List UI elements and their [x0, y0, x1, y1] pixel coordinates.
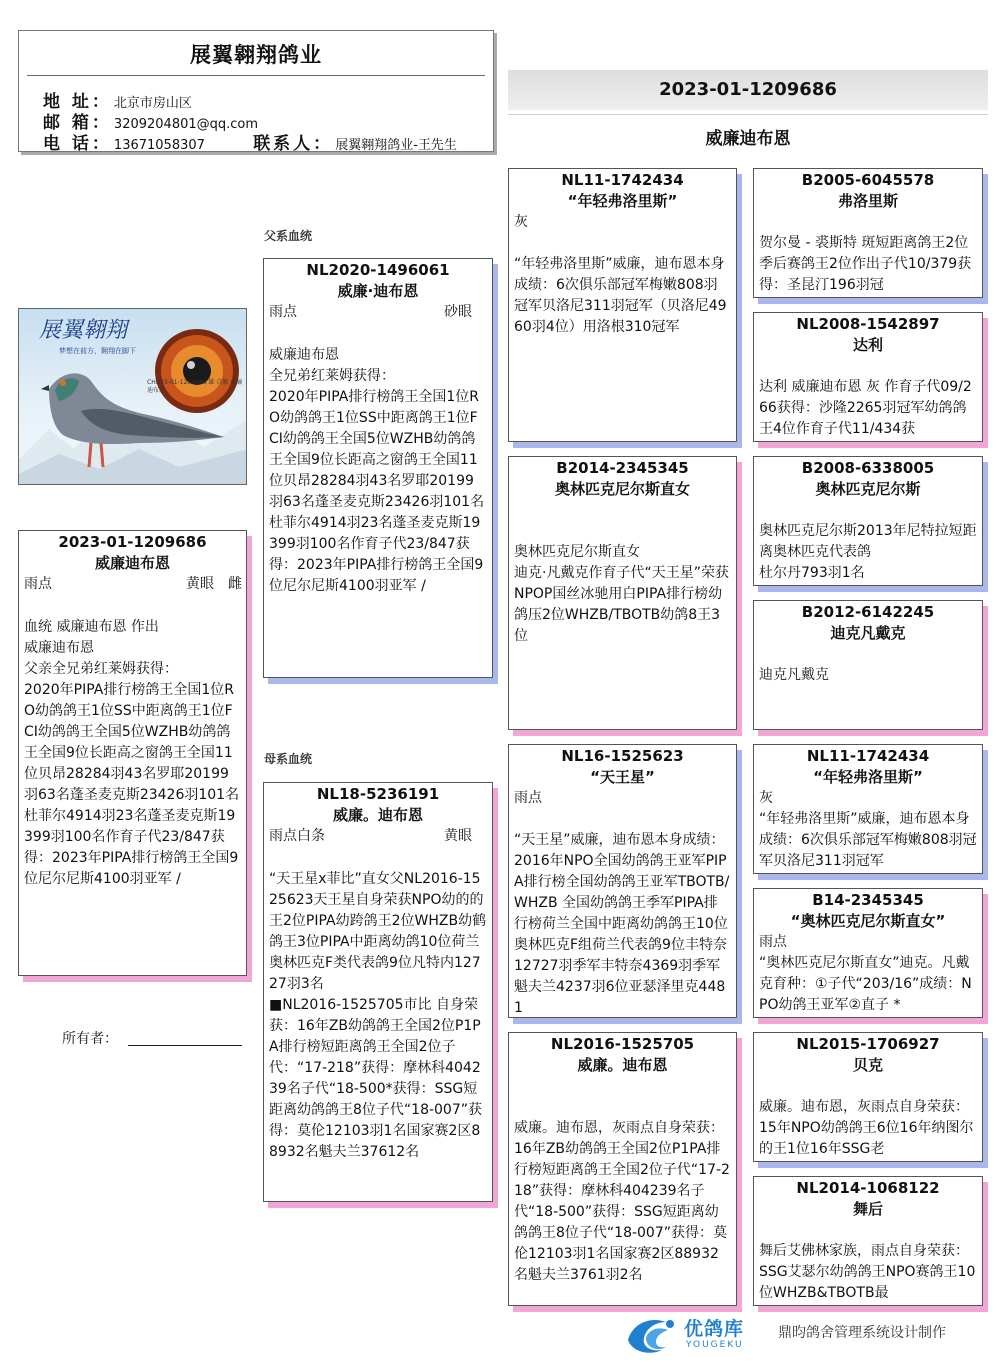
sdd-ring: B2012-6142245: [801, 603, 935, 621]
ssd-name: 达利: [852, 336, 883, 354]
dam-color: 雨点白条: [269, 828, 325, 844]
subject-ring: 2023-01-1209686: [58, 533, 207, 551]
footer-credit: 鼎昀鸽舍管理系统设计制作: [778, 1325, 946, 1341]
email-value: 3209204801@qq.com: [113, 117, 259, 132]
dds-name: 贝克: [852, 1056, 883, 1074]
subject-color: 雨点: [24, 576, 52, 592]
dss-ring: NL11-1742434: [806, 747, 930, 765]
sds-ring: B2008-6338005: [801, 459, 935, 477]
dds-color: [754, 1076, 982, 1097]
dam-dam-description: 威廉。迪布恩，灰雨点自身荣获：16年ZB幼鸽鸽王全国2位P1PA排行榜短距离鸽王全国2位子代“17-218”获得：摩林科404239名子代“18-500”获得：SSG短距离幼鸽鸽王8位子代“18-007”获得：莫伦12103羽1名国家赛2区88932名魁夫兰3761羽2名: [514, 1120, 730, 1283]
dam-sire-description: “天王星”威廉，迪布恩本身成绩：2016年NPO全国幼鸽鸽王亚军PIPA排行榜全国幼鸽鸽王亚军TBOTB/WHZB 全国幼鸽鸽王季军PIPA排行榜荷兰全国中距离幼鸽鸽王10位奥林匹克F组荷兰代表鸽9位丰特奈 12727羽季军丰特奈4369羽季军魁夫兰4237羽6位亚瑟泽里克4481: [514, 832, 730, 1016]
dsd-description: “奥林匹克尼尔斯直女”迪克。凡戴克育种：①子代“203/16”成绩：NPO幼鸽王亚军②直子 *: [759, 955, 972, 1013]
pigeon-photo: [18, 308, 247, 485]
sdd-description: 迪克凡戴克: [759, 667, 829, 683]
sds-card: [753, 456, 983, 586]
subject-description: 血统 威廉迪布恩 作出 威廉迪布恩 父亲全兄弟红莱姆获得： 2020年PIPA排行榜鸽王全国1位RO幼鸽鸽王1位SS中距离鸽王1位FCI幼鸽鸽王全国5位WZHB幼鸽鸽王全国9位长距高之窗鸽王全国11位贝昂28284羽43名罗耶20199羽63名蓬圣麦克斯23426羽101名杜菲尔4914羽23名蓬圣麦克斯19399羽100名作育子代23/847获得：2023年PIPA排行榜鸽王全国9位尼尔尼斯4100羽亚军 /: [24, 619, 240, 887]
yougeku-logo-icon: [622, 1310, 682, 1356]
dam-eye: 黄眼: [444, 828, 472, 844]
sire-sire-name: “年轻弗洛里斯”: [567, 192, 678, 210]
ssd-color: [754, 356, 982, 377]
sdd-card: [753, 600, 983, 730]
dam-dam-ring: NL2016-1525705: [550, 1035, 695, 1053]
sire-color: 雨点: [269, 304, 297, 320]
dam-description: “天王星x菲比”直女父NL2016-1525623天王星自身荣获NPO幼的的王2位PIPA幼跨鸽王2位WHZB幼鹤鸽王3位PIPA中距离幼鸽10位荷兰奥林匹克F类代表鸽9位凡特内12727羽3名 ■NL2016-1525705市比 自身荣获：16年ZB幼鸽鸽王全国2位P1PA排行榜短距离鸽王全国2位子代：“17-218”获得：摩林科404239名子代“18-500*获得：SSG短距离幼鸽鸽王8位子代“18-007”获得：莫伦12103羽1名国家赛2区88932名魁夫兰37612名: [269, 871, 487, 1160]
ssd-ring: NL2008-1542897: [796, 315, 940, 333]
dam-card: [263, 782, 493, 1202]
owner-signature-line: [128, 1045, 242, 1046]
dam-dam-color: [509, 1076, 736, 1097]
breeder-title: 展翼翱翔鸽业: [190, 43, 322, 67]
address-value: 北京市房山区: [113, 96, 192, 111]
sire-traits: [264, 302, 492, 324]
dds-card: [753, 1032, 983, 1162]
owner-label: 所有者：: [62, 1031, 118, 1047]
dam-dam-card: [508, 1032, 737, 1306]
svg-text:梦想在前方，翱翔在脚下: 梦想在前方，翱翔在脚下: [59, 347, 136, 355]
sire-dam-name: 奥林匹克尼尔斯直女: [554, 480, 690, 498]
ddd-name: 舞后: [852, 1200, 883, 1218]
phone-label: 电 话：: [43, 134, 112, 154]
dam-sire-card: [508, 744, 737, 1018]
dss-name: “年轻弗洛里斯”: [813, 768, 923, 786]
ddd-card: [753, 1176, 983, 1306]
sss-card: [753, 168, 983, 298]
sire-sire-card: [508, 168, 737, 442]
subject-name-heading: 威廉迪布恩: [705, 129, 791, 149]
sss-color: [754, 212, 982, 233]
dam-name: 威廉。迪布恩: [332, 806, 423, 824]
yougeku-logo: [622, 1310, 762, 1358]
brand-cn: 优鸽库: [684, 1318, 745, 1340]
contact-label: 联系人：: [253, 134, 334, 154]
subject-ring-banner: 2023-01-1209686: [508, 70, 988, 110]
header-divider: [27, 75, 485, 76]
sss-description: 贺尔曼 - 裘斯特 斑短距离鸽王2位季后赛鸽王2位作出子代10/379获得：圣昆汀196羽冠: [759, 235, 972, 293]
sire-sire-description: “年轻弗洛里斯”威廉，迪布恩本身成绩：6次俱乐部冠军梅嫩808羽冠军贝洛尼311羽冠军（贝洛尼4960羽4位）用洛根310冠军: [514, 256, 727, 335]
ddd-color: [754, 1220, 982, 1241]
dam-sire-name: “天王星”: [590, 768, 655, 786]
dam-sire-color: 雨点: [514, 790, 542, 806]
sds-color: [754, 500, 982, 521]
dds-ring: NL2015-1706927: [796, 1035, 940, 1053]
sire-sire-color: 灰: [514, 214, 528, 230]
sire-name: 威廉·迪布恩: [337, 282, 419, 300]
dam-sire-ring: NL16-1525623: [561, 747, 684, 765]
phone-row: [43, 129, 457, 154]
brand-en: YOUGEKU: [686, 1340, 744, 1350]
dam-line-label: 母系血统: [264, 752, 313, 766]
sss-name: 弗洛里斯: [837, 192, 898, 210]
sds-description: 奥林匹克尼尔斯2013年尼特拉短距离奥林匹克代表鸽 杜尔丹793羽1名: [759, 523, 977, 581]
dsd-color: 雨点: [759, 934, 787, 950]
address-label: 地 址：: [43, 92, 112, 112]
sire-dam-description: 奥林匹克尼尔斯直女 迪克·凡戴克作育子代“天王星”荣获 NPOP国丝冰驰用白PIPA排行榜幼鸽压2位WHZB/TBOTB幼鸽8王3位: [514, 544, 729, 644]
dss-color: 灰: [759, 790, 773, 806]
sds-name: 奥林匹克尼尔斯: [815, 480, 921, 498]
sss-ring: B2005-6045578: [801, 171, 935, 189]
subject-name: 威廉迪布恩: [94, 554, 170, 572]
subject-eye: 黄眼: [186, 576, 214, 592]
sire-ring: NL2020-1496061: [306, 261, 450, 279]
sdd-name: 迪克凡戴克: [830, 624, 906, 642]
sire-sire-ring: NL11-1742434: [561, 171, 684, 189]
dam-dam-name: 威廉。迪布恩: [577, 1056, 668, 1074]
sire-dam-color: [509, 500, 736, 521]
sire-dam-ring: B2014-2345345: [556, 459, 689, 477]
phone-value: 13671058307: [113, 138, 205, 153]
sdd-color: [754, 644, 982, 665]
ddd-description: 舞后艾佛林家族，雨点自身荣获：SSG艾瑟尔幼鸽鸽王NPO赛鸽王10位WHZB&TBOTB最: [759, 1243, 976, 1301]
sire-card: [263, 258, 493, 678]
dss-card: [753, 744, 983, 874]
svg-text:展翼翱翔: 展翼翱翔: [39, 318, 128, 343]
dds-description: 威廉。迪布恩，灰雨点自身荣获：15年NPO幼鸽鸽王6位16年纳图尔的王1位16年SSG老: [759, 1099, 974, 1157]
dsd-name: “奥林匹克尼尔斯直女”: [790, 912, 946, 930]
dam-traits: [264, 826, 492, 848]
ssd-card: [753, 312, 983, 442]
breeder-info-card: [18, 30, 494, 152]
sire-dam-card: [508, 456, 737, 730]
photo-caption: CHN23-01-1209686 雄 自繁 威廉迪布恩: [147, 379, 243, 394]
banner-divider: [508, 114, 988, 115]
subject-sex: 雌: [228, 576, 242, 592]
subject-traits: [19, 574, 246, 596]
dam-ring: NL18-5236191: [316, 785, 440, 803]
pigeon-photo-art: [19, 309, 247, 485]
ddd-ring: NL2014-1068122: [796, 1179, 940, 1197]
subject-pedigree-card: [18, 530, 247, 976]
email-label: 邮 箱：: [43, 113, 112, 133]
ssd-description: 达利 威廉迪布恩 灰 作育子代09/266获得：沙隆2265羽冠军幼鸽鸽王4位作育子代11/434获: [759, 379, 972, 437]
dss-description: “年轻弗洛里斯”威廉，迪布恩本身成绩：6次俱乐部冠军梅嫩808羽冠军贝洛尼311羽冠军: [759, 811, 977, 869]
dsd-ring: B14-2345345: [812, 891, 924, 909]
dsd-card: [753, 888, 983, 1018]
sire-line-label: 父系血统: [264, 229, 313, 243]
contact-value: 展翼翱翔鸽业-王先生: [335, 138, 457, 153]
sire-description: 威廉迪布恩 全兄弟红莱姆获得： 2020年PIPA排行榜鸽王全国1位RO幼鸽鸽王1位SS中距离鸽王1位FCI幼鸽鸽王全国5位WZHB幼鸽鸽王全国9位长距高之窗鸽王全国11位贝昂28284羽43名罗耶20199羽63名蓬圣麦克斯23426羽101名杜菲尔4914羽23名蓬圣麦克斯19399羽100名作育子代23/847获得：2023年PIPA排行榜鸽王全国9位尼尔尼斯4100羽亚军 /: [269, 347, 485, 594]
sire-eye: 砂眼: [444, 304, 472, 320]
